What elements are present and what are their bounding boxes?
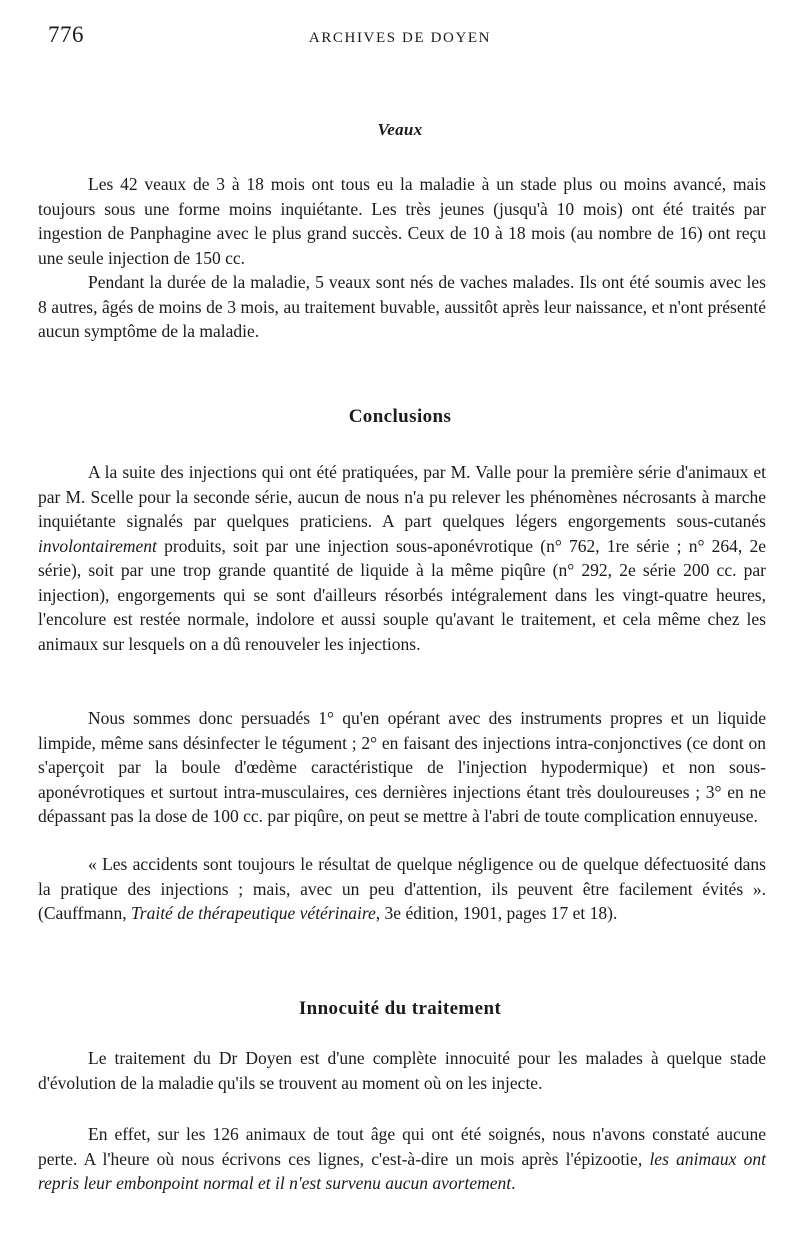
innocuite-p2-text-b: . <box>511 1173 516 1193</box>
page-number: 776 <box>48 22 84 47</box>
conclusions-p3-text-b: , 3e édition, 1901, pages 17 et 18). <box>375 903 618 923</box>
conclusions-p1-text-a: A la suite des injections qui ont été pratiquées, par M. Valle pour la première série d'animaux et par M. Scelle pour la seconde série, aucun de nous n'a pu relever les phénomènes nécrosants à marche inquiétante signalés par quelques praticiens. A part quelques légers engorgements sous-cutanés <box>38 462 766 531</box>
innocuite-p2-text-a: En effet, sur les 126 animaux de tout âge qui ont été soignés, nous n'avons constaté aucune perte. A l'heure où nous écrivons ces lignes, c'est-à-dire un mois après l'épizootie, <box>38 1124 766 1169</box>
section-title-veaux: Veaux <box>377 120 423 139</box>
section-title-conclusions: Conclusions <box>348 406 452 427</box>
veaux-paragraph-1: Les 42 veaux de 3 à 18 mois ont tous eu la maladie à un stade plus ou moins avancé, mais toujours sous une forme moins inquiétante. Les très jeunes (jusqu'à 10 mois) ont été traités par ingestion de Panphagine avec le plus grand succès. Ceux de 10 à 18 mois (au nombre de 16) ont reçu une seule injection de 150 cc. <box>38 174 766 268</box>
conclusions-p3-text-a: « Les accidents sont toujours le résultat de quelque négligence ou de quelque défectuosité dans la pratique des injections ; mais, avec un peu d'attention, ils peuvent être facilement évités ». (Cauffmann, <box>38 854 766 923</box>
conclusions-paragraph-1 <box>38 460 766 656</box>
conclusions-paragraph-2: Nous sommes donc persuadés 1° qu'en opérant avec des instruments propres et un liquide limpide, même sans désinfecter le tégument ; 2° en faisant des injections intra-conjonctives (ce dont on s'aperçoit par la boule d'œdème caractéristique de l'injection hypodermique) et non sous-aponévrotiques et surtout intra-musculaires, ces dernières injections étant très douloureuses ; 3° en ne dépassant pas la dose de 100 cc. par piqûre, on peut se mettre à l'abri de toute complication ennuyeuse. <box>38 708 766 826</box>
conclusions-p1-emphasis: involontairement <box>38 535 157 556</box>
page-header <box>48 22 752 52</box>
conclusions-paragraph-3 <box>38 852 766 926</box>
innocuite-paragraph-2 <box>38 1122 766 1196</box>
innocuite-p2-emphasis: les animaux ont repris leur embonpoint normal et il n'est survenu aucun avortement <box>38 1148 766 1193</box>
innocuite-paragraph-1: Le traitement du Dr Doyen est d'une complète innocuité pour les malades à quelque stade d'évolution de la maladie qu'ils se trouvent au moment où on les injecte. <box>38 1048 766 1093</box>
conclusions-p3-citation: Traité de thérapeutique vétérinaire <box>131 903 376 923</box>
conclusions-p1-text-b: produits, soit par une injection sous-aponévrotique (n° 762, 1re série ; n° 264, 2e série), soit par une trop grande quantité de liquide à la même piqûre (n° 292, 2e série 200 cc. par injection), engorgements qui se sont d'ailleurs résorbés intégralement dans les vingt-quatre heures, l'encolure est restée normale, indolore et aussi souple qu'avant le traitement, et cela même chez les animaux sur lesquels on a dû renouveler les injections. <box>38 535 766 654</box>
veaux-paragraph-2: Pendant la durée de la maladie, 5 veaux sont nés de vaches malades. Ils ont été soumis avec les 8 autres, âgés de moins de 3 mois, au traitement buvable, aussitôt après leur naissance, et n'ont présenté aucun symptôme de la maladie. <box>38 272 766 341</box>
running-head: ARCHIVES DE DOYEN <box>308 30 492 46</box>
section-title-innocuite: Innocuité du traitement <box>298 998 502 1019</box>
